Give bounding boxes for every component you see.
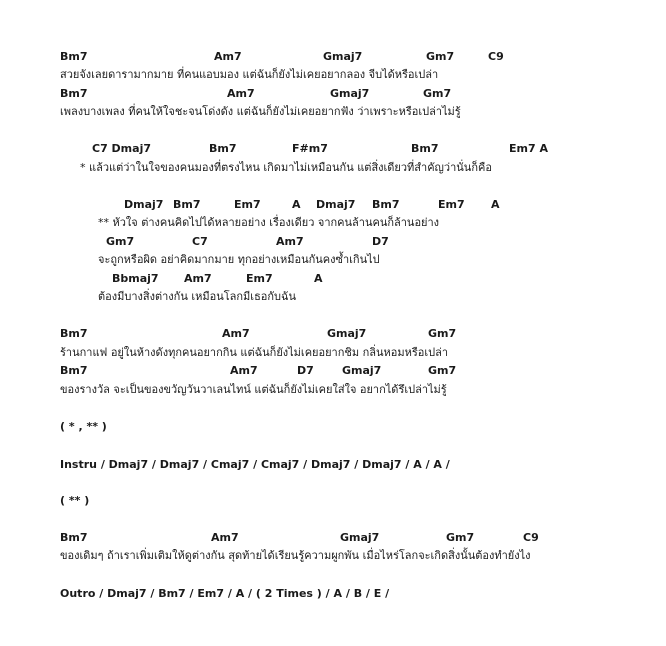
chord: Gmaj7 — [323, 50, 363, 63]
chord: Gmaj7 — [327, 327, 367, 340]
chord: C9 — [523, 531, 539, 544]
chord: Em7 A — [509, 142, 548, 155]
chord: Gmaj7 — [330, 87, 370, 100]
chord: Bm7 — [209, 142, 237, 155]
chord: Bm7 — [60, 50, 88, 63]
chord: Am7 — [230, 364, 258, 377]
chord: Am7 — [227, 87, 255, 100]
verse2-lyric-line-2: ของรางวัล จะเป็นของขวัญวันวาเลนไทน์ แต่ฉันก็ยังไม่เคยใส่ใจ อยากได้รึเปล่าไม่รู้ — [60, 383, 447, 396]
chord: C7 — [192, 235, 208, 248]
chorus-lyric-line-2: จะถูกหรือผิด อย่าคิดมากมาย ทุกอย่างเหมือนกันคงซ้ำเกินไป — [98, 253, 380, 266]
chord: Bm7 — [372, 198, 400, 211]
chord: Gm7 — [428, 327, 457, 340]
chord: C9 — [488, 50, 504, 63]
chord: Am7 — [211, 531, 239, 544]
chord: Dmaj7 — [316, 198, 356, 211]
chord: C7 Dmaj7 — [92, 142, 151, 155]
outro-line: Outro / Dmaj7 / Bm7 / Em7 / A / ( 2 Times ) / A / B / E / — [60, 587, 390, 600]
chorus-lyric-line-3: ต้องมีบางสิ่งต่างกัน เหมือนโลกมีเธอกับฉัน — [98, 290, 297, 303]
repeat-marker-2: ( ** ) — [60, 494, 90, 507]
verse2-lyric-line-1: ร้านกาแฟ อยู่ในห้างดังทุกคนอยากกิน แต่ฉันก็ยังไม่เคยอยากชิม กลิ่นหอมหรือเปล่า — [60, 346, 449, 359]
chorus-lyric-line-1: ** หัวใจ ต่างคนคิดไปได้หลายอย่าง เรื่องเดียว จากคนล้านคนก็ล้านอย่าง — [98, 216, 440, 229]
chord: Am7 — [276, 235, 304, 248]
chord: Em7 — [246, 272, 273, 285]
chord: Bm7 — [173, 198, 201, 211]
instrumental-line: Instru / Dmaj7 / Dmaj7 / Cmaj7 / Cmaj7 / Dmaj7 / Dmaj7 / A / A / — [60, 458, 450, 471]
chord: Dmaj7 — [124, 198, 164, 211]
chord: Bbmaj7 — [112, 272, 159, 285]
chord: Gm7 — [446, 531, 475, 544]
chord: Em7 — [438, 198, 465, 211]
chord: Bm7 — [60, 327, 88, 340]
verse1-lyric-line-1: สวยจังเลยดารามากมาย ที่คนแอบมอง แต่ฉันก็ยังไม่เคยอยากลอง จีบได้หรือเปล่า — [60, 68, 439, 81]
chord: D7 — [372, 235, 389, 248]
chord: Em7 — [234, 198, 261, 211]
chord: Gmaj7 — [340, 531, 380, 544]
chord: Bm7 — [60, 531, 88, 544]
chord: Bm7 — [60, 87, 88, 100]
chord: D7 — [297, 364, 314, 377]
chord: A — [491, 198, 500, 211]
chord: A — [314, 272, 323, 285]
chord: Am7 — [222, 327, 250, 340]
chord: Gm7 — [428, 364, 457, 377]
verse1-lyric-line-2: เพลงบางเพลง ที่คนให้ใจชะจนโด่งดัง แต่ฉันก็ยังไม่เคยอยากฟัง ว่าเพราะหรือเปล่าไม่รู้ — [60, 105, 461, 118]
repeat-marker-1: ( * , ** ) — [60, 420, 107, 433]
chord: Bm7 — [411, 142, 439, 155]
chord: Am7 — [184, 272, 212, 285]
prechorus-lyric-line: * แล้วแต่ว่าในใจของคนมองที่ตรงไหน เกิดมาไม่เหมือนกัน แต่สิ่งเดียวที่สำคัญว่านั่นก็คือ — [80, 161, 492, 174]
chord: Gm7 — [106, 235, 135, 248]
chord: A — [292, 198, 301, 211]
chord: Bm7 — [60, 364, 88, 377]
verse3-lyric-line: ของเดิมๆ ถ้าเราเพิ่มเติมให้ดูต่างกัน สุดท้ายได้เรียนรู้ความผูกพัน เมื่อไหร่โลกจะเกิดสิ่งนั้นต้องทำยังไง — [60, 549, 531, 562]
chord: F#m7 — [292, 142, 328, 155]
chord: Gm7 — [423, 87, 452, 100]
chord: Gmaj7 — [342, 364, 382, 377]
chord: Am7 — [214, 50, 242, 63]
chord: Gm7 — [426, 50, 455, 63]
